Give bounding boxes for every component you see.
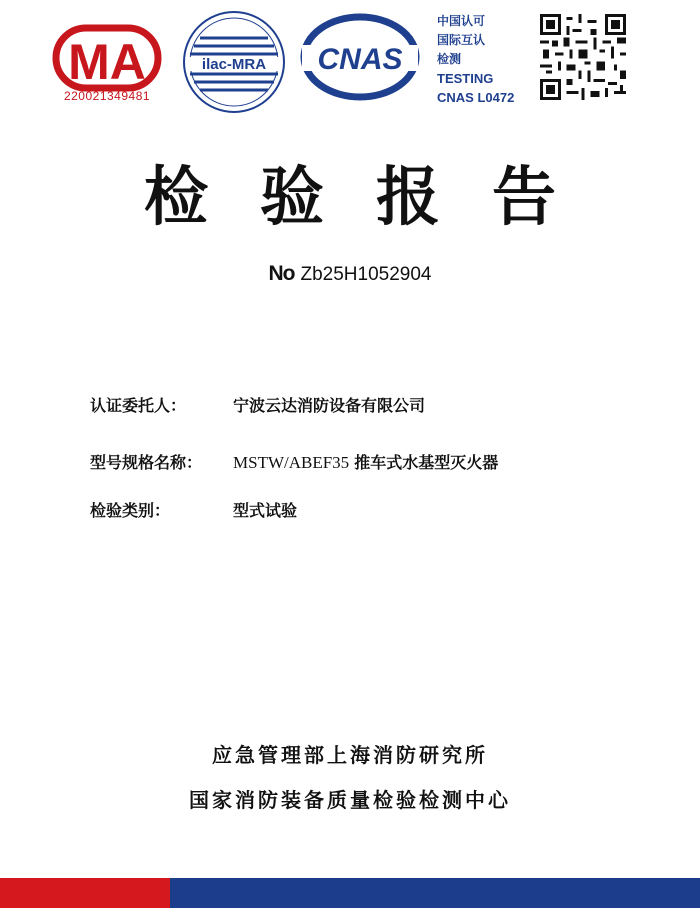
cnas-logo-text: CNAS — [317, 43, 403, 76]
cert-line-1: 中国认可 — [437, 14, 486, 28]
page-title: 检验报告 — [144, 160, 608, 235]
qr-code-icon — [540, 14, 626, 100]
field-client-label: 认证委托人： — [90, 396, 187, 415]
ilac-logo-text: ilac-MRA — [201, 56, 267, 73]
field-client — [90, 393, 425, 416]
field-client-value: 宁波云达消防设备有限公司 — [233, 396, 426, 415]
field-model — [90, 450, 498, 473]
field-type — [90, 498, 297, 521]
field-type-label: 检验类别： — [90, 501, 171, 520]
field-model-value: 推车式水基型灭火器 — [354, 453, 499, 472]
report-number-value: Zb25H1052904 — [300, 264, 432, 285]
issuer-line-1: 应急管理部上海消防研究所 — [212, 743, 488, 767]
issuer-line-2: 国家消防装备质量检验检测中心 — [189, 788, 511, 812]
field-model-code: MSTW/ABEF35 — [233, 453, 350, 472]
cert-text-block — [437, 12, 514, 107]
report-number — [0, 262, 700, 286]
ilac-mra-logo — [180, 8, 288, 116]
field-type-value: 型式试验 — [233, 501, 298, 520]
report-number-label: No — [268, 262, 295, 285]
cert-line-4: TESTING — [437, 71, 494, 86]
cert-line-3: 检测 — [437, 52, 462, 66]
cma-number: 220021349481 — [63, 89, 151, 103]
cma-logo-text: MA — [68, 34, 146, 90]
footer-bar-red — [0, 878, 170, 908]
cert-line-5: CNAS L0472 — [437, 90, 515, 105]
cert-line-2: 国际互认 — [437, 33, 486, 47]
cnas-logo — [300, 12, 420, 102]
field-model-label: 型号规格名称： — [90, 453, 203, 472]
footer-bar-blue — [170, 878, 700, 908]
